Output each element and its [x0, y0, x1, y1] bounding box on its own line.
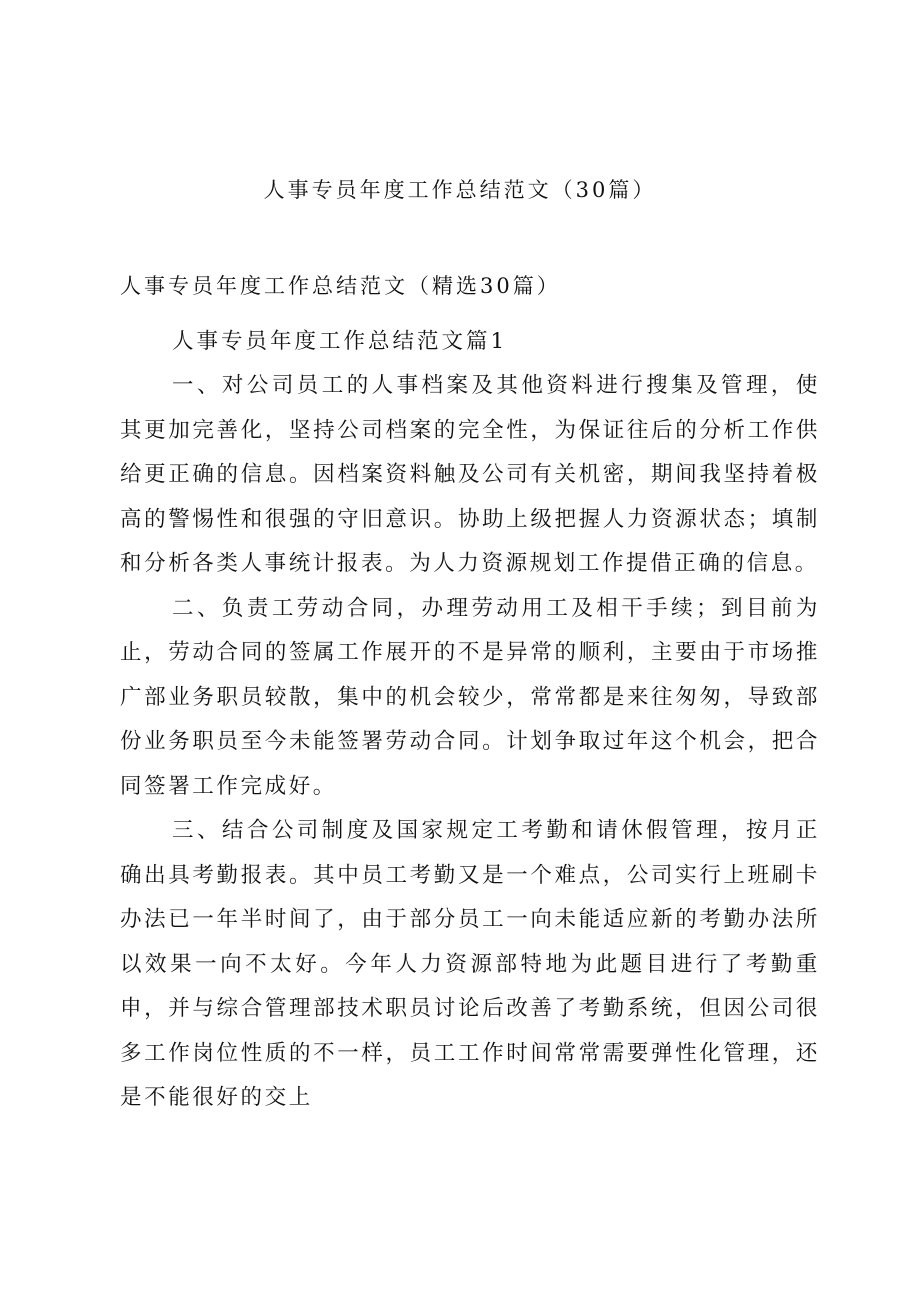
paragraph-1: 一、对公司员工的人事档案及其他资料进行搜集及管理，使其更加完善化，坚持公司档案的完全性，为保证往后的分析工作供给更正确的信息。因档案资料触及公司有关机密，期间我坚持着极高的警惕性和很强的守旧意识。协助上级把握人力资源状态；填制和分析各类人事统计报表。为人力资源规划工作提借正确的信息。 [120, 373, 820, 576]
paragraph-3: 三、结合公司制度及国家规定工考勤和请休假管理，按月正确出具考勤报表。其中员工考勤又是一个难点，公司实行上班刷卡办法已一年半时间了，由于部分员工一向未能适应新的考勤办法所以效果一向不太好。今年人力资源部特地为此题目进行了考勤重申，并与综合管理部技术职员讨论后改善了考勤系统，但因公司很多工作岗位性质的不一样，员工工作时间常常需要弹性化管理，还是不能很好的交上 [120, 818, 820, 1110]
document-subtitle: 人事专员年度工作总结范文（精选30篇） [120, 274, 561, 298]
document-title: 人事专员年度工作总结范文（30篇） [263, 178, 657, 202]
paragraph-2: 二、负责工劳动合同，办理劳动用工及相干手续；到目前为止，劳动合同的签属工作展开的不是异常的顺利，主要由于市场推广部业务职员较散，集中的机会较少，常常都是来往匆匆，导致部份业务职员至今未能签署劳动合同。计划争取过年这个机会，把合同签署工作完成好。 [120, 595, 820, 799]
document-body [120, 320, 820, 1121]
section-heading: 人事专员年度工作总结范文篇1 [172, 329, 508, 354]
